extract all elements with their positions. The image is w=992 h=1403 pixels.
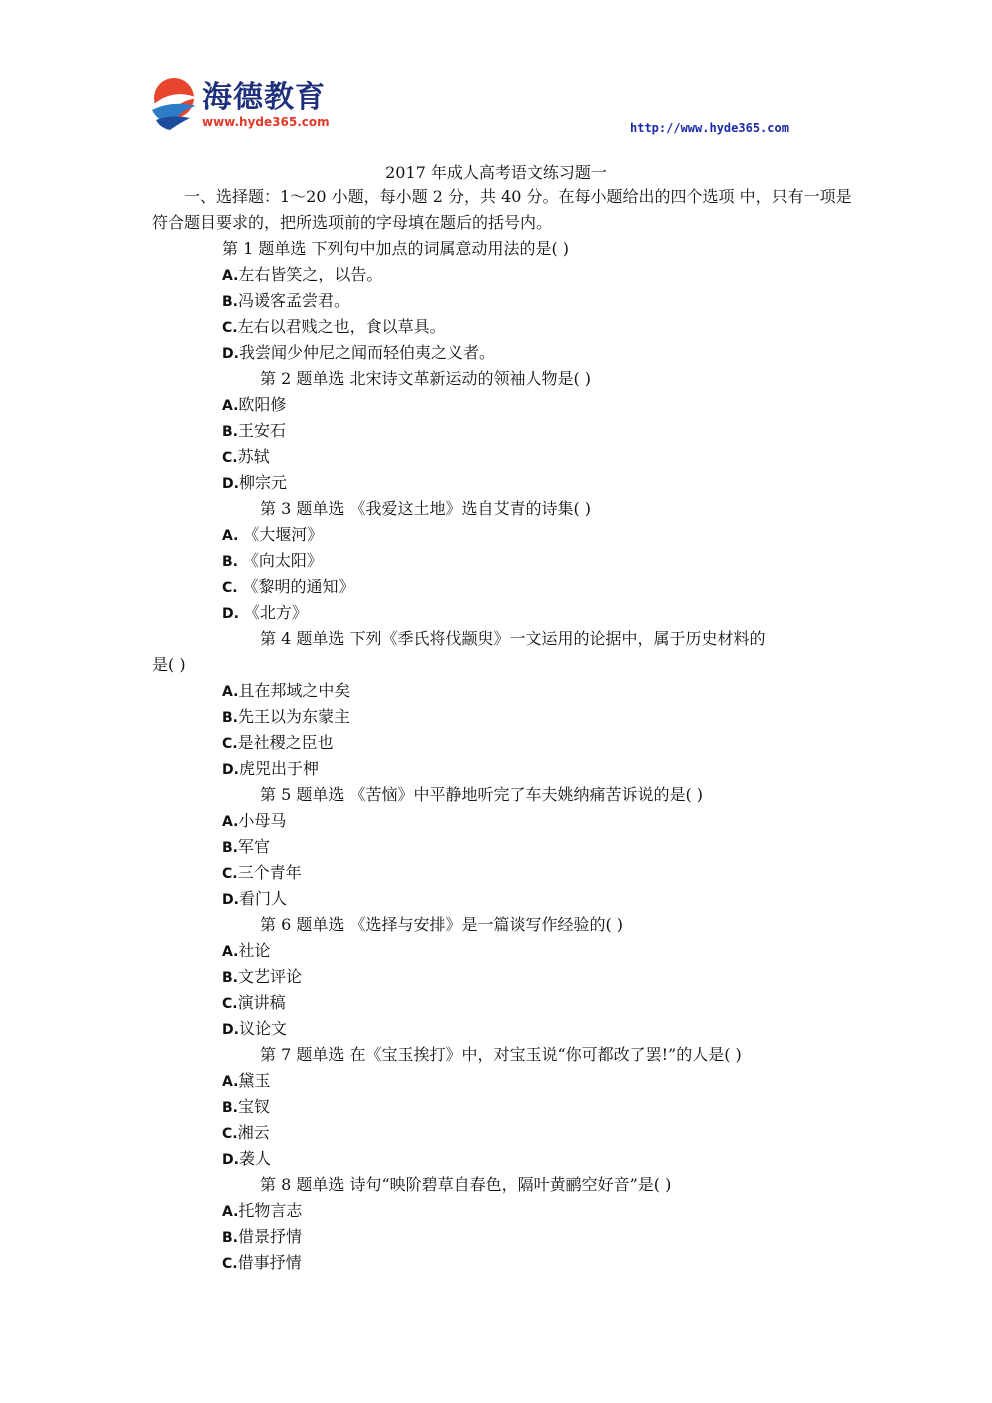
question-stem: 第 8 题单选 诗句“映阶碧草自春色，隔叶黄鹂空好音”是( ) [260,1175,672,1194]
option-item [222,288,350,311]
option-item [222,392,286,415]
option-text: 左右皆笑之，以告。 [238,265,383,284]
option-letter: C. [222,996,238,1012]
document-title: 2017 年成人高考语文练习题一 [385,163,607,182]
brand-logo [150,70,340,134]
option-text: 托物言志 [238,1201,303,1220]
option-letter: A. [222,944,239,960]
site-link[interactable]: http://www.hyde365.com [630,121,789,135]
option-letter: D. [222,1152,239,1168]
option-item [222,704,350,727]
option-item [222,444,270,467]
option-item [222,574,354,597]
option-text: 湘云 [237,1123,270,1142]
option-letter: C. [222,1256,238,1272]
option-item [222,470,287,493]
option-letter: A. [222,684,239,700]
option-letter: D. [222,476,239,492]
option-letter: A. [222,1204,239,1220]
option-item [222,860,302,883]
option-item [222,678,350,701]
option-text: 我尝闻少仲尼之闻而轻伯夷之义者。 [238,343,495,362]
option-letter: A. [222,528,244,544]
option-letter: D. [222,346,239,362]
option-letter: D. [222,762,239,778]
brand-logo-icon [150,70,202,134]
option-item [222,418,286,441]
question-stem: 第 6 题单选 《选择与安排》是一篇谈写作经验的( ) [260,915,624,934]
option-letter: A. [222,1074,239,1090]
option-item [222,834,270,857]
option-letter: C. [222,866,238,882]
option-text: 演讲稿 [237,993,286,1012]
option-letter: B. [222,1230,238,1246]
option-text: 苏轼 [237,447,270,466]
question-stem-continued: 是( ) [152,655,186,674]
option-item [222,1120,270,1143]
option-letter: B. [222,424,238,440]
option-letter: C. [222,450,238,466]
question-stem: 第 3 题单选 《我爱这土地》选自艾青的诗集( ) [260,499,592,518]
question-stem: 第 2 题单选 北宋诗文革新运动的领袖人物是( ) [260,369,592,388]
option-item [222,340,495,363]
option-text: 《北方》 [243,603,308,622]
option-text: 冯谖客孟尝君。 [238,291,351,310]
option-letter: A. [222,814,239,830]
option-item [222,1068,270,1091]
option-letter: A. [222,398,239,414]
option-text: 看门人 [238,889,287,908]
option-letter: C. [222,1126,238,1142]
option-item [222,262,382,285]
brand-url: www.hyde365.com [202,115,330,129]
brand-name: 海德教育 [202,80,326,115]
option-text: 柳宗元 [238,473,287,492]
question-stem: 第 5 题单选 《苦恼》中平静地听完了车夫姚纳痛苦诉说的是( ) [260,785,704,804]
option-text: 议论文 [238,1019,287,1038]
question-stem: 第 4 题单选 下列《季氏将伐颛臾》一文运用的论据中，属于历史材料的 [260,629,766,648]
option-item [222,522,323,545]
option-letter: C. [222,320,238,336]
option-item [222,938,270,961]
option-item [222,314,446,337]
option-text: 借事抒情 [237,1253,302,1272]
option-letter: D. [222,1022,239,1038]
option-letter: B. [222,970,238,986]
option-item [222,964,302,987]
option-letter: D. [222,606,244,622]
option-text: 且在邦域之中矣 [238,681,351,700]
option-letter: C. [222,736,238,752]
option-item [222,1198,302,1221]
option-text: 《向太阳》 [242,551,323,570]
question-stem: 第 7 题单选 在《宝玉挨打》中，对宝玉说“你可都改了罢!”的人是( ) [260,1045,742,1064]
option-item [222,730,334,753]
option-text: 社论 [238,941,271,960]
option-letter: B. [222,1100,238,1116]
option-text: 文艺评论 [238,967,303,986]
option-text: 宝钗 [238,1097,271,1116]
section-intro: 一、选择题：1～20 小题，每小题 2 分，共 40 分。在每小题给出的四个选项 中，只有一项是符合题目要求的，把所选项前的字母填在题后的括号内。 [152,187,852,232]
option-item [222,886,287,909]
option-text: 虎兕出于柙 [238,759,319,778]
option-letter: B. [222,294,238,310]
option-text: 《大堰河》 [243,525,324,544]
option-item [222,990,286,1013]
option-item [222,1016,287,1039]
option-letter: B. [222,840,238,856]
option-item [222,1146,271,1169]
option-text: 小母马 [238,811,287,830]
option-text: 军官 [238,837,271,856]
option-text: 欧阳修 [238,395,287,414]
option-item [222,808,286,831]
option-text: 先王以为东蒙主 [238,707,351,726]
option-text: 三个青年 [237,863,302,882]
option-text: 《黎明的通知》 [242,577,355,596]
option-letter: B. [222,710,238,726]
option-letter: C. [222,580,243,596]
option-item [222,1250,302,1273]
option-item [222,1224,302,1247]
question-stem: 第 1 题单选 下列句中加点的词属意动用法的是( ) [222,239,570,258]
option-text: 借景抒情 [238,1227,303,1246]
option-letter: B. [222,554,243,570]
option-item [222,600,308,623]
option-text: 袭人 [238,1149,271,1168]
option-text: 是社稷之臣也 [237,733,334,752]
option-item [222,756,319,779]
option-text: 黛玉 [238,1071,271,1090]
option-text: 左右以君贱之也，食以草具。 [237,317,446,336]
option-text: 王安石 [238,421,287,440]
option-item [222,1094,270,1117]
option-item [222,548,323,571]
option-letter: A. [222,268,239,284]
option-letter: D. [222,892,239,908]
